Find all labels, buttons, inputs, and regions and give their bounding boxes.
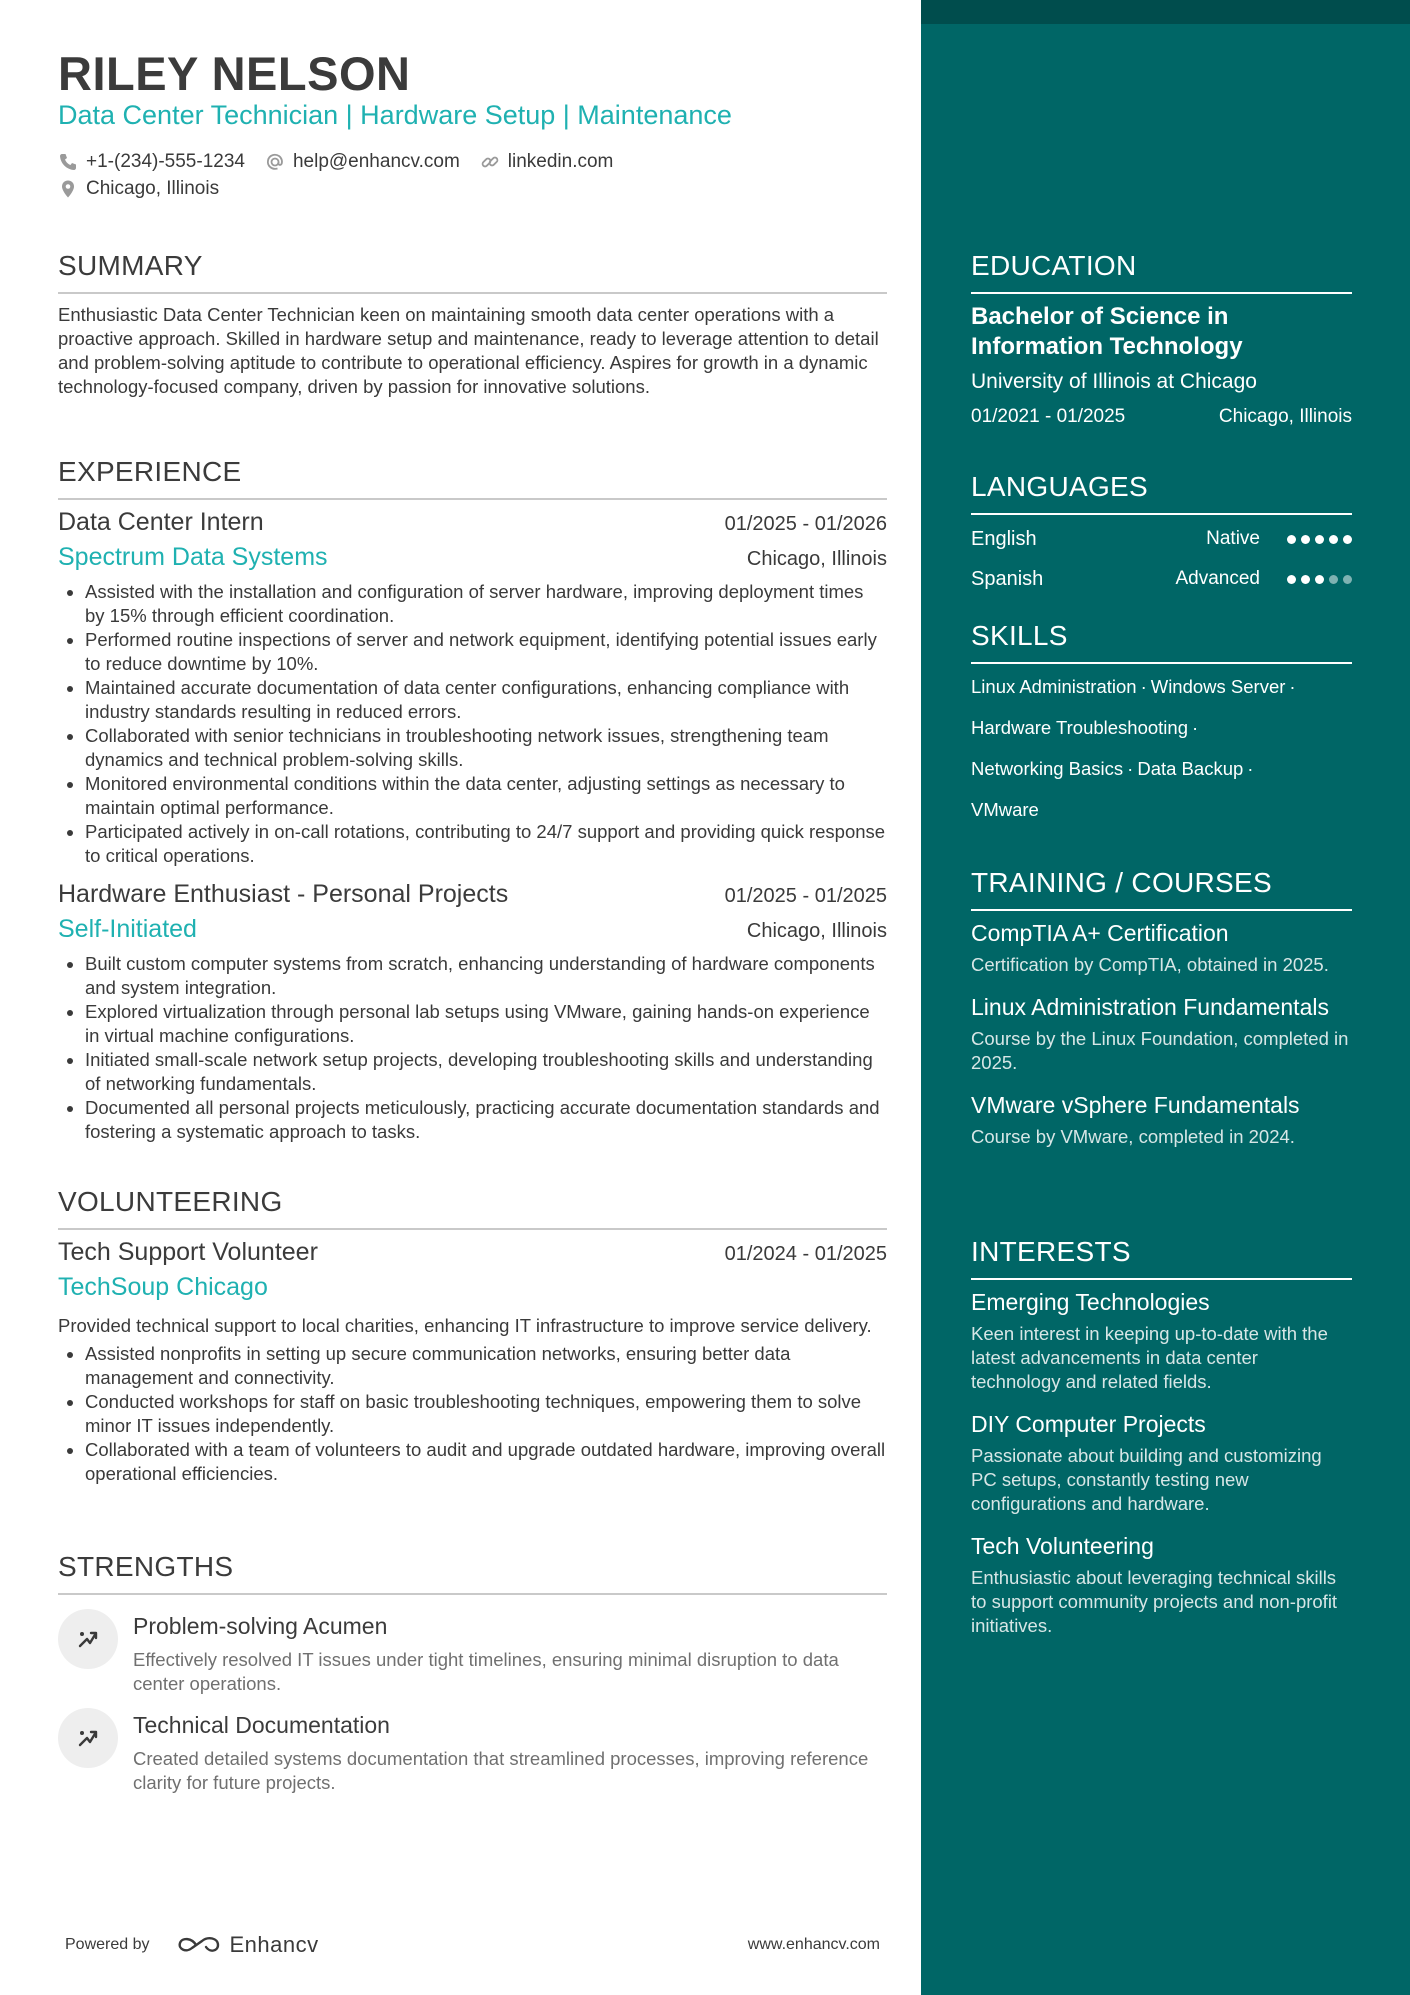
location-contact [58, 178, 219, 200]
email-text: help@enhancv.com [292, 150, 460, 172]
interest-description: Enthusiastic about leveraging technical skills to support community projects and non-profit initiatives. [971, 1567, 1338, 1636]
list-item: Collaborated with senior technicians in troubleshooting network issues, strengthening team dynamics and technical problem-solving skills. [58, 724, 887, 772]
skill-item: Hardware Troubleshooting [971, 717, 1188, 738]
interest-title: Emerging Technologies [971, 1289, 1210, 1315]
brand-logo[interactable] [176, 1932, 319, 1958]
company-name: Spectrum Data Systems [58, 543, 328, 571]
list-item: Documented all personal projects meticulously, practicing accurate documentation standards and fostering a systematic approach to tasks. [58, 1096, 887, 1144]
company-name: TechSoup Chicago [58, 1273, 268, 1301]
interest-description: Passionate about building and customizing PC setups, constantly testing new configurations and hardware. [971, 1445, 1322, 1514]
filled-dot [1287, 535, 1296, 544]
course-title: VMware vSphere Fundamentals [971, 1092, 1300, 1118]
interests-section [971, 1236, 1352, 1638]
skills-line [971, 789, 1352, 830]
skills-line [971, 666, 1352, 707]
language-item [971, 519, 1352, 559]
filled-dot [1301, 575, 1310, 584]
list-item: Monitored environmental conditions within the data center, adjusting settings as necessary to maintain optimal performance. [58, 772, 887, 820]
headline: Data Center Technician | Hardware Setup | Maintenance [58, 100, 732, 130]
list-item: Built custom computer systems from scratch, enhancing understanding of hardware components and system integration. [58, 952, 887, 1000]
section-title: EDUCATION [971, 250, 1352, 294]
skill-separator: · [1289, 676, 1296, 697]
education-location: Chicago, Illinois [1218, 406, 1352, 427]
bullet-list [58, 952, 887, 1144]
course-title: CompTIA A+ Certification [971, 920, 1229, 946]
skill-separator: · [1192, 717, 1199, 738]
school: University of Illinois at Chicago [971, 370, 1257, 393]
education-section [971, 250, 1352, 428]
job-location: Chicago, Illinois [746, 548, 887, 570]
brand-name: Enhancv [229, 1932, 319, 1957]
proficiency-dots [1282, 575, 1352, 584]
course-description: Course by the Linux Foundation, completed in 2025. [971, 1028, 1349, 1073]
filled-dot [1315, 535, 1324, 544]
job-entry [58, 508, 887, 868]
skill-item: Networking Basics [971, 758, 1124, 779]
list-item: Conducted workshops for staff on basic troubleshooting techniques, empowering them to solve minor IT issues independently. [58, 1390, 887, 1438]
job-dates: 01/2024 - 01/2025 [724, 1243, 887, 1265]
language-name: Spanish [971, 567, 1044, 590]
skill-item: Linux Administration [971, 676, 1137, 697]
sidebar [921, 0, 1410, 1995]
phone-contact[interactable] [58, 151, 245, 173]
section-title: LANGUAGES [971, 471, 1352, 515]
language-level: Advanced [1175, 568, 1260, 589]
at-sign-icon [265, 152, 285, 172]
route-arrow-icon [75, 1626, 101, 1652]
section-title: SKILLS [971, 620, 1352, 664]
location-pin-icon [58, 179, 78, 199]
strength-badge [58, 1708, 118, 1768]
section-title: EXPERIENCE [58, 456, 887, 500]
experience-section [58, 456, 887, 1144]
skills-section [971, 620, 1352, 830]
job-location: Chicago, Illinois [746, 920, 887, 942]
section-title: SUMMARY [58, 250, 887, 294]
filled-dot [1343, 535, 1352, 544]
education-dates: 01/2021 - 01/2025 [971, 406, 1126, 427]
section-title: VOLUNTEERING [58, 1186, 887, 1230]
strengths-section [58, 1551, 887, 1795]
strength-title: Problem-solving Acumen [133, 1613, 388, 1639]
strength-item [58, 1708, 887, 1795]
list-item: Assisted nonprofits in setting up secure communication networks, ensuring better data management and connectivity. [58, 1342, 887, 1390]
skill-separator: · [1127, 758, 1134, 779]
skills-list [971, 666, 1352, 830]
skill-separator: · [1140, 676, 1147, 697]
strength-badge [58, 1609, 118, 1669]
interest-title: DIY Computer Projects [971, 1411, 1206, 1437]
bullet-list [58, 580, 887, 868]
filled-dot [1329, 535, 1338, 544]
company-name: Self-Initiated [58, 915, 197, 943]
filled-dot [1315, 575, 1324, 584]
list-item: Assisted with the installation and configuration of server hardware, improving deployment times by 15% through efficient coordination. [58, 580, 887, 628]
interest-title: Tech Volunteering [971, 1533, 1154, 1559]
sidebar-top-band [921, 0, 1410, 24]
section-title: STRENGTHS [58, 1551, 887, 1595]
empty-dot [1329, 575, 1338, 584]
route-arrow-icon [75, 1725, 101, 1751]
training-section [971, 867, 1352, 1149]
list-item: Initiated small-scale network setup projects, developing troubleshooting skills and understanding of networking fundamentals. [58, 1048, 887, 1096]
skill-item: Windows Server [1150, 676, 1286, 697]
enhancv-logo-icon [176, 1933, 224, 1957]
volunteer-description: Provided technical support to local charities, enhancing IT infrastructure to improve service delivery. [58, 1315, 872, 1336]
link-icon [480, 152, 500, 172]
interest-description: Keen interest in keeping up-to-date with the latest advancements in data center technology and related fields. [971, 1323, 1328, 1392]
linkedin-contact[interactable] [480, 151, 614, 173]
languages-section [971, 471, 1352, 599]
location-text: Chicago, Illinois [86, 177, 220, 199]
summary-text: Enthusiastic Data Center Technician keen on maintaining smooth data center operations with a proactive approach. Skilled in hardware setup and maintenance, ready to leverage attention to detail and problem-solving aptitude to contribute to operational efficiency. Aspires for growth in a dynamic technology-focused company, driven by passion for innovative solutions. [58, 304, 879, 397]
language-level: Native [1206, 528, 1260, 549]
list-item: Performed routine inspections of server and network equipment, identifying potential issues early to reduce downtime by 10%. [58, 628, 887, 676]
bullet-list [58, 1342, 887, 1486]
candidate-name: RILEY NELSON [58, 47, 411, 100]
list-item: Participated actively in on-call rotations, contributing to 24/7 support and providing quick response to critical operations. [58, 820, 887, 868]
course-description: Course by VMware, completed in 2024. [971, 1126, 1295, 1147]
empty-dot [1343, 575, 1352, 584]
phone-text: +1-(234)-555-1234 [86, 150, 245, 172]
skills-line [971, 707, 1352, 748]
job-title: Hardware Enthusiast - Personal Projects [58, 880, 509, 908]
filled-dot [1287, 575, 1296, 584]
email-contact[interactable] [265, 151, 460, 173]
course-description: Certification by CompTIA, obtained in 2025. [971, 954, 1329, 975]
skill-item: Data Backup [1137, 758, 1244, 779]
filled-dot [1301, 535, 1310, 544]
course-title: Linux Administration Fundamentals [971, 994, 1329, 1020]
job-entry [58, 880, 887, 1144]
skill-item: VMware [971, 799, 1039, 820]
linkedin-text: linkedin.com [507, 150, 614, 172]
volunteering-section [58, 1186, 887, 1486]
job-dates: 01/2025 - 01/2025 [724, 885, 887, 907]
job-title: Tech Support Volunteer [58, 1238, 318, 1266]
summary-section [58, 250, 887, 399]
language-name: English [971, 527, 1037, 550]
proficiency-dots [1282, 535, 1352, 544]
section-title: TRAINING / COURSES [971, 867, 1352, 911]
strength-item [58, 1609, 887, 1696]
section-title: INTERESTS [971, 1236, 1352, 1280]
list-item: Explored virtualization through personal lab setups using VMware, gaining hands-on experience in virtual machine configurations. [58, 1000, 887, 1048]
powered-by-label: Powered by [65, 1936, 150, 1953]
list-item: Collaborated with a team of volunteers to audit and upgrade outdated hardware, improving overall operational efficiencies. [58, 1438, 887, 1486]
job-title: Data Center Intern [58, 508, 264, 536]
volunteer-entry [58, 1238, 887, 1486]
language-item [971, 559, 1352, 599]
skills-line [971, 748, 1352, 789]
strength-description: Created detailed systems documentation that streamlined processes, improving reference clarity for future projects. [133, 1748, 869, 1793]
website-link[interactable]: www.enhancv.com [747, 1936, 880, 1953]
contact-info [58, 148, 633, 202]
job-dates: 01/2025 - 01/2026 [724, 513, 887, 535]
skill-separator: · [1247, 758, 1254, 779]
strength-title: Technical Documentation [133, 1712, 390, 1738]
list-item: Maintained accurate documentation of data center configurations, enhancing compliance with industry standards resulting in reduced errors. [58, 676, 887, 724]
phone-icon [58, 152, 78, 172]
strength-description: Effectively resolved IT issues under tight timelines, ensuring minimal disruption to data center operations. [133, 1649, 839, 1694]
footer [65, 1930, 880, 1960]
degree: Bachelor of Science in Information Technology [971, 303, 1243, 360]
